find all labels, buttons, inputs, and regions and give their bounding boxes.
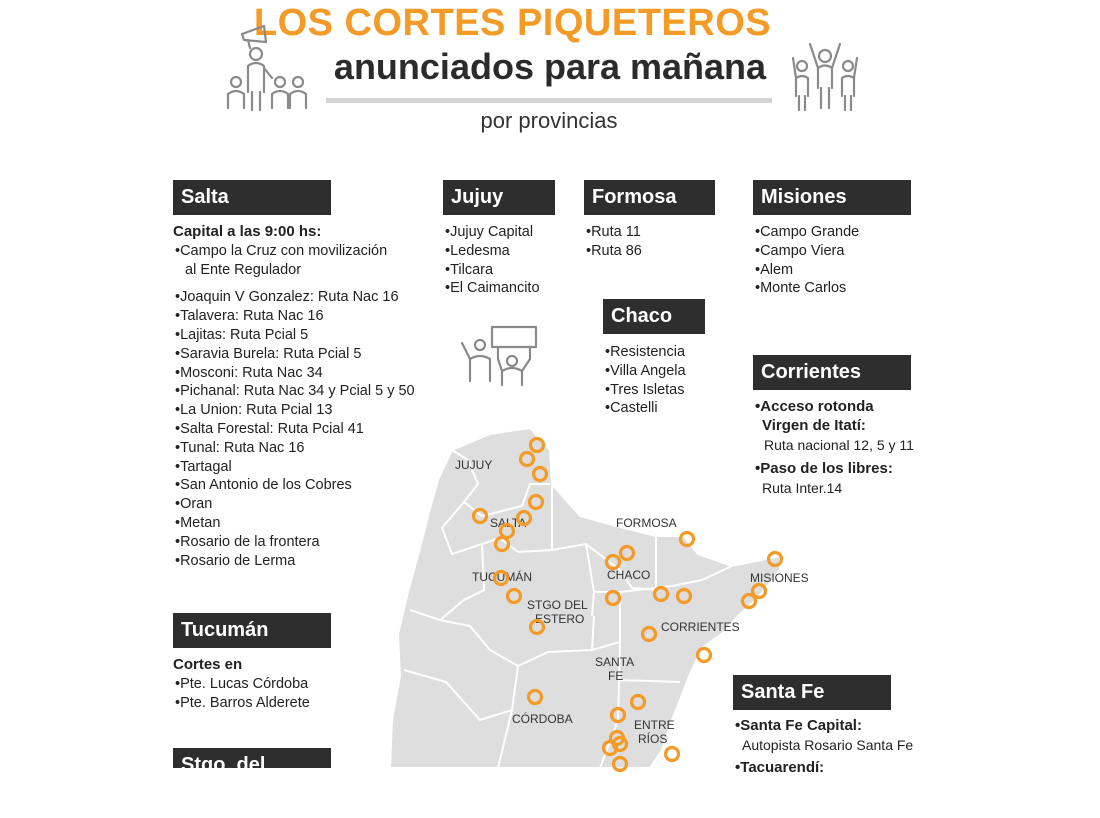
chaco-item: • Castelli — [603, 399, 733, 418]
map-label-jujuy: JUJUY — [455, 458, 493, 472]
salta-item: • Joaquin V Gonzalez: Ruta Nac 16 — [173, 288, 433, 307]
protester-megaphone-icon — [226, 22, 312, 114]
salta-item: • Lajitas: Ruta Pcial 5 — [173, 326, 433, 345]
salta-item: • Tunal: Ruta Nac 16 — [173, 439, 433, 458]
formosa-item: • Ruta 11 — [584, 223, 714, 242]
chaco-item: • Resistencia — [603, 343, 733, 362]
map-label-stgo-line2: ESTERO — [535, 612, 585, 626]
corrientes-point-detail: Ruta Inter.14 — [762, 480, 843, 497]
page-subtitle: anunciados para mañana — [333, 46, 767, 87]
jujuy-item: • Jujuy Capital — [443, 223, 583, 242]
salta-item-continued: al Ente Regulador — [185, 261, 302, 278]
jujuy-item: • El Caimancito — [443, 279, 583, 298]
salta-subheading: Capital a las 9:00 hs: — [173, 223, 322, 240]
salta-item: • Tartagal — [173, 458, 433, 477]
santafe-point-title: • Santa Fe Capital: — [733, 717, 973, 736]
misiones-item: • Campo Viera — [753, 242, 913, 261]
salta-item: • Oran — [173, 495, 433, 514]
tucuman-header: Tucumán — [173, 613, 331, 648]
corrientes-list — [753, 398, 973, 498]
santafe-point-title: • Tacuarendí: — [733, 759, 973, 778]
tucuman-list — [173, 656, 373, 712]
santafe-header: Santa Fe — [733, 675, 891, 710]
map-label-santafe-line2: FE — [608, 669, 624, 683]
salta-item: • Pichanal: Ruta Nac 34 y Pcial 5 y 50 — [173, 382, 433, 401]
map-label-chaco: CHACO — [607, 568, 651, 582]
map-label-salta: SALTA — [490, 516, 527, 530]
title-divider — [326, 98, 772, 103]
corrientes-point-title: • Acceso rotonda — [753, 398, 973, 417]
salta-item: • La Union: Ruta Pcial 13 — [173, 401, 433, 420]
misiones-item: • Alem — [753, 261, 913, 280]
salta-item: • Mosconi: Ruta Nac 34 — [173, 364, 433, 383]
salta-item: • San Antonio de los Cobres — [173, 476, 433, 495]
jujuy-item: • Ledesma — [443, 242, 583, 261]
salta-header: Salta — [173, 180, 331, 215]
formosa-header: Formosa — [584, 180, 715, 215]
formosa-list — [584, 223, 714, 261]
salta-item: • Talavera: Ruta Nac 16 — [173, 307, 433, 326]
corrientes-point-detail: Ruta nacional 12, 5 y 11 — [764, 436, 914, 453]
map-marker — [666, 748, 679, 761]
page-caption: por provincias — [480, 108, 618, 133]
salta-item: • Salta Forestal: Ruta Pcial 41 — [173, 420, 433, 439]
map-label-entrerios-line2: RÍOS — [638, 732, 668, 746]
santafe-point-detail: Autopista Rosario Santa Fe — [742, 736, 914, 753]
protest-banner-icon — [458, 325, 538, 387]
salta-item: • Saravia Burela: Ruta Pcial 5 — [173, 345, 433, 364]
tucuman-subheading: Cortes en — [173, 656, 243, 673]
santafe-list — [733, 717, 973, 777]
map-label-entrerios-line1: ENTRE — [634, 718, 675, 732]
map-label-stgo-line1: STGO DEL — [527, 598, 588, 612]
salta-item: • Rosario de la frontera — [173, 533, 433, 552]
stgo-header: Stgo. del Estero — [173, 748, 331, 768]
jujuy-item: • Tilcara — [443, 261, 583, 280]
corrientes-point-title: • Paso de los libres: — [753, 460, 973, 479]
chaco-list — [603, 343, 733, 418]
celebrating-people-icon — [792, 38, 858, 112]
salta-list — [173, 223, 433, 570]
tucuman-item: • Pte. Barros Alderete — [173, 694, 373, 713]
map-label-cordoba: CÓRDOBA — [512, 712, 573, 726]
map-label-santafe-line1: SANTA — [595, 655, 635, 669]
map-label-tucuman: TUCUMÁN — [472, 570, 532, 584]
salta-item: • Rosario de Lerma — [173, 552, 433, 571]
misiones-item: • Monte Carlos — [753, 279, 913, 298]
map-label-corrientes: CORRIENTES — [661, 620, 740, 634]
page-title: LOS CORTES PIQUETEROS — [253, 2, 772, 44]
chaco-header: Chaco — [603, 299, 705, 334]
misiones-item: • Campo Grande — [753, 223, 913, 242]
map-label-misiones: MISIONES — [750, 571, 809, 585]
chaco-item: • Tres Isletas — [603, 381, 733, 400]
misiones-header: Misiones — [753, 180, 911, 215]
jujuy-list — [443, 223, 583, 298]
map-label-formosa: FORMOSA — [616, 516, 677, 530]
corrientes-point-title-continued: Virgen de Itatí: — [762, 416, 866, 434]
chaco-item: • Villa Angela — [603, 362, 733, 381]
salta-item: • Metan — [173, 514, 433, 533]
misiones-list — [753, 223, 913, 298]
jujuy-header: Jujuy — [443, 180, 555, 215]
corrientes-header: Corrientes — [753, 355, 911, 390]
salta-item: • Campo la Cruz con movilización — [173, 242, 433, 261]
tucuman-item: • Pte. Lucas Córdoba — [173, 675, 373, 694]
formosa-item: • Ruta 86 — [584, 242, 714, 261]
